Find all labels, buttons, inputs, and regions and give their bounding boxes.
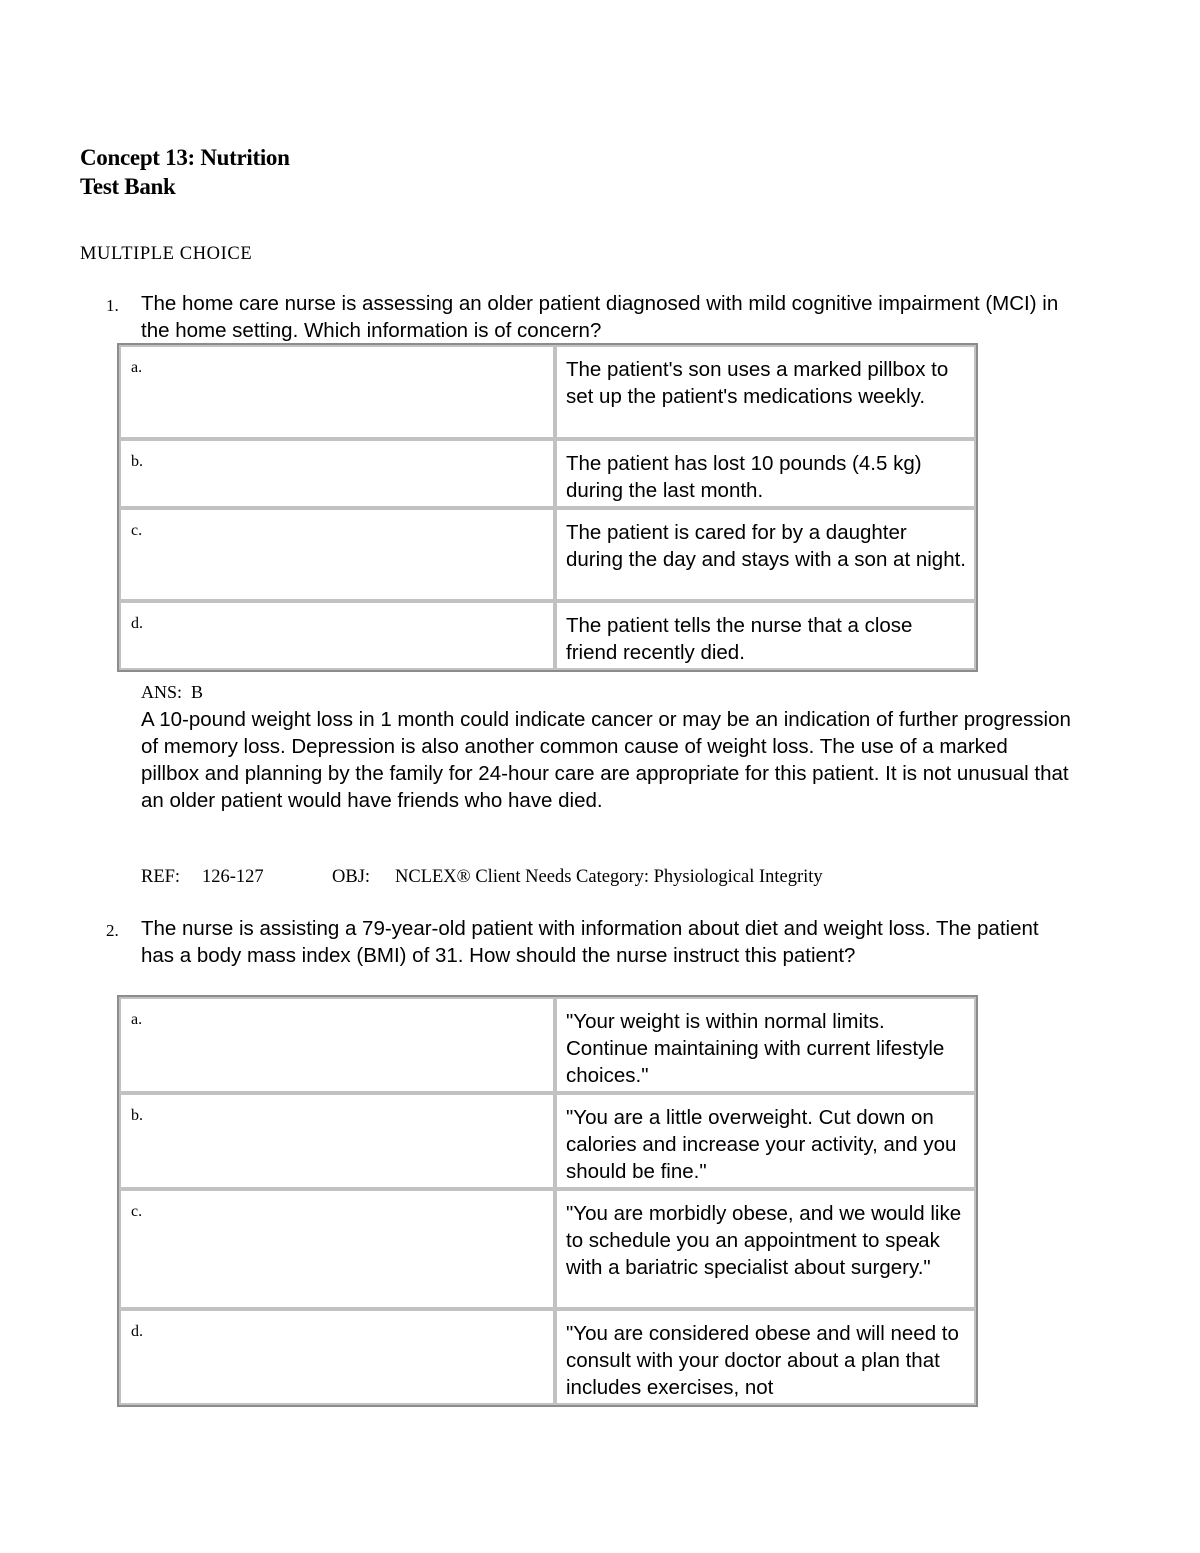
option-row bbox=[119, 1189, 976, 1309]
option-row bbox=[119, 508, 976, 601]
option-text: The patient has lost 10 pounds (4.5 kg) during the last month. bbox=[555, 439, 976, 508]
answer-rationale: A 10-pound weight loss in 1 month could indicate cancer or may be an indication of further progression of memory loss. Depression is also another common cause of weight loss. The use of a marked pillbox and planning by the family for 24-hour care are appropriate for this patient. It is not unusual that an older patient would have friends who have died. bbox=[141, 708, 1071, 812]
option-letter: b. bbox=[119, 439, 555, 508]
question-1-stem: The home care nurse is assessing an older patient diagnosed with mild cognitive impairment (MCI) in the home setting. Which information is of concern? bbox=[141, 292, 1059, 342]
title-line-1: Concept 13: Nutrition bbox=[80, 145, 290, 170]
option-row bbox=[119, 345, 976, 439]
question-2-number: 2. bbox=[106, 921, 119, 940]
option-letter: a. bbox=[119, 345, 555, 439]
option-row bbox=[119, 1093, 976, 1189]
option-text: The patient is cared for by a daughter during the day and stays with a son at night. bbox=[555, 508, 976, 601]
question-2-stem: The nurse is assisting a 79-year-old patient with information about diet and weight loss. The patient has a body mass index (BMI) of 31. How should the nurse instruct this patient? bbox=[141, 917, 1039, 967]
question-1-number: 1. bbox=[106, 296, 119, 315]
option-row bbox=[119, 439, 976, 508]
answer-line bbox=[141, 682, 203, 703]
option-letter: c. bbox=[119, 508, 555, 601]
option-letter: b. bbox=[119, 1093, 555, 1189]
option-letter: d. bbox=[119, 1309, 555, 1405]
section-heading: MULTIPLE CHOICE bbox=[80, 244, 253, 264]
option-letter: d. bbox=[119, 601, 555, 670]
answer-label: ANS: bbox=[141, 682, 183, 702]
option-row bbox=[119, 997, 976, 1093]
option-letter: a. bbox=[119, 997, 555, 1093]
ref-label: REF: bbox=[141, 867, 181, 887]
option-text: "You are considered obese and will need to consult with your doctor about a plan that includes exercises, not bbox=[555, 1309, 976, 1405]
option-letter: c. bbox=[119, 1189, 555, 1309]
option-text: The patient's son uses a marked pillbox to set up the patient's medications weekly. bbox=[555, 345, 976, 439]
option-row bbox=[119, 1309, 976, 1405]
option-text: "Your weight is within normal limits. Continue maintaining with current lifestyle choices." bbox=[555, 997, 976, 1093]
answer-value: B bbox=[191, 682, 204, 702]
option-text: "You are a little overweight. Cut down on calories and increase your activity, and you should be fine." bbox=[555, 1093, 976, 1189]
ref-value: 126-127 bbox=[202, 867, 264, 887]
question-1-options bbox=[117, 343, 978, 672]
option-text: The patient tells the nurse that a close friend recently died. bbox=[555, 601, 976, 670]
option-row bbox=[119, 601, 976, 670]
obj-label: OBJ: bbox=[332, 867, 371, 887]
option-text: "You are morbidly obese, and we would like to schedule you an appointment to speak with a bariatric specialist about surgery." bbox=[555, 1189, 976, 1309]
title-line-2: Test Bank bbox=[80, 174, 176, 199]
question-2-options bbox=[117, 995, 978, 1407]
document-title bbox=[80, 143, 290, 201]
obj-value: NCLEX® Client Needs Category: Physiological Integrity bbox=[395, 867, 823, 887]
